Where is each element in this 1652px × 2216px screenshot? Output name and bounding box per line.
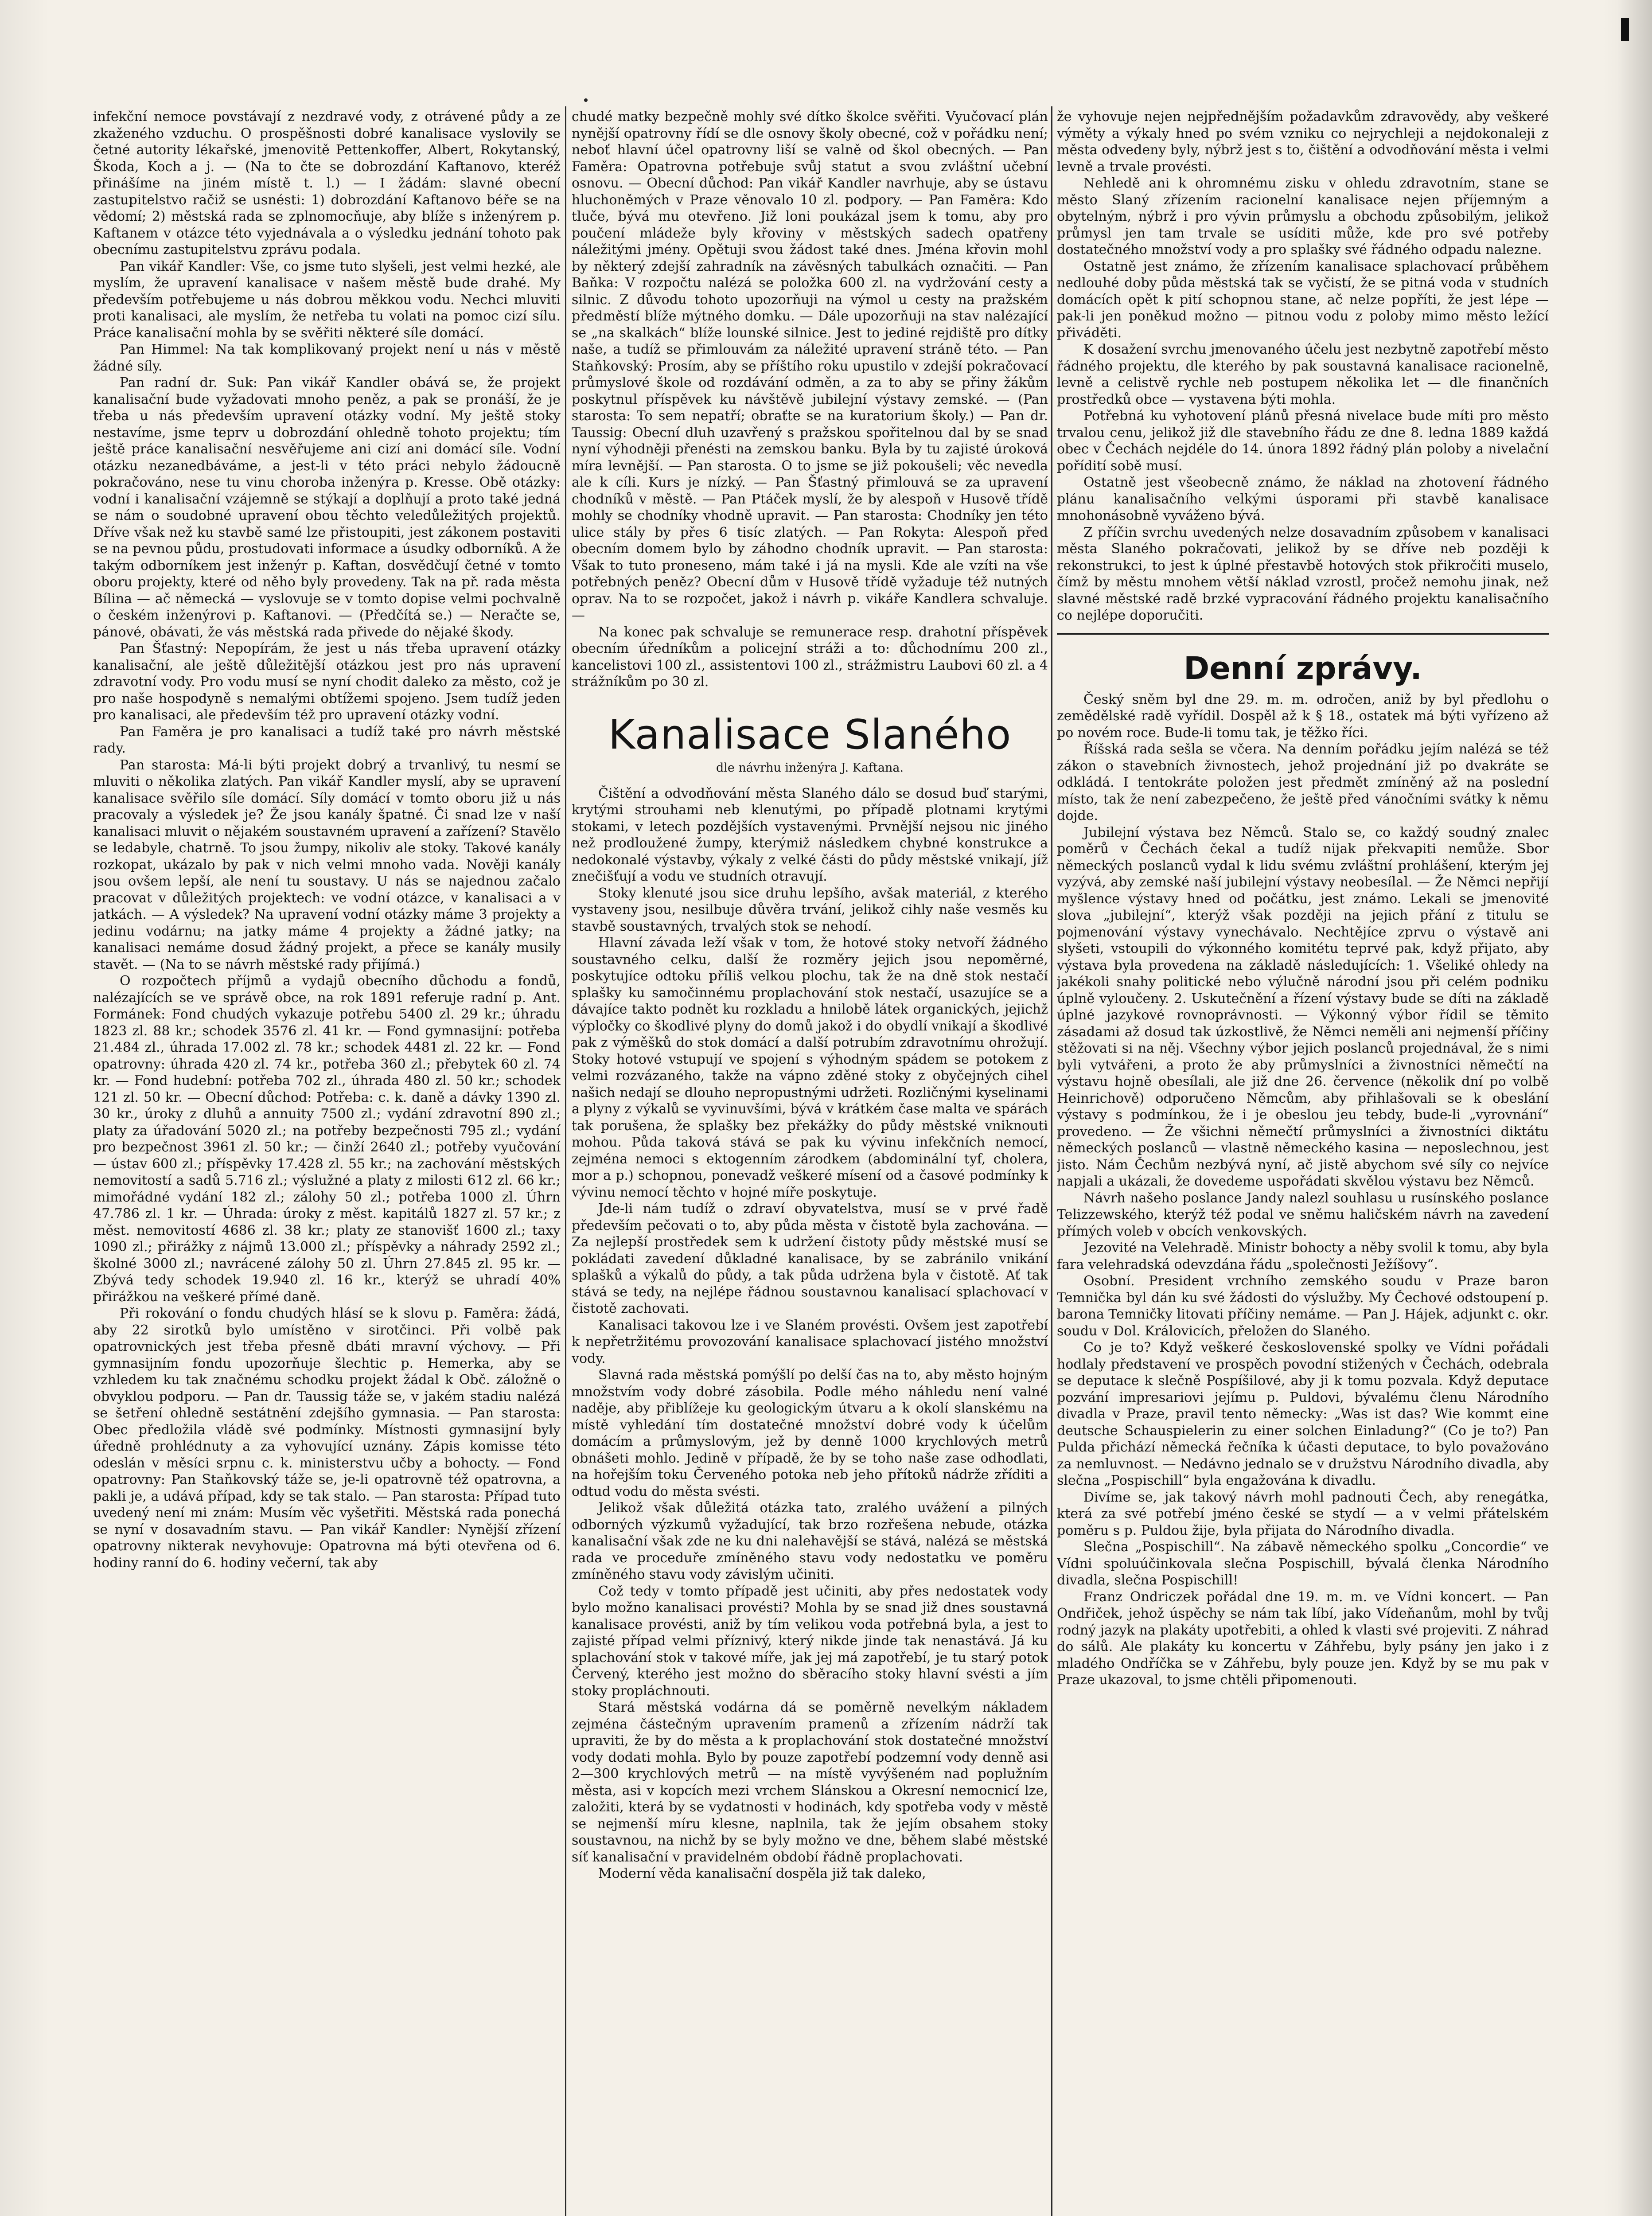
paragraph: K dosažení svrchu jmenovaného účelu jest nezbytně zapotřebí město řádného projektu, dle kterého by pak soustavná kanalisace racionelně, levně a celistvě rychle neb postupem několika let — dle finančních prostředků obce — vystavena býti mohla. [1057,342,1549,407]
ink-dot [584,98,588,102]
paragraph: Slečna „Pospischill“. Na zábavě německého spolku „Concordie“ ve Vídni spoluúčinkovala slečna Pospischill, bývalá členka Národního divadla, slečna Pospischill! [1057,1539,1549,1588]
column-2 [572,109,1048,2216]
paragraph: Pan Faměra je pro kanalisaci a tudíž také pro návrh městské rady. [93,724,561,756]
paragraph: Pan Šťastný: Nepopírám, že jest u nás třeba upravení otázky kanalisační, ale ještě důležitější otázkou jest pro nás upravení zdravotní vody. Pro vodu musí se nyní chodit daleko za město, což je pro naše hospodyně s nemalými obtížemi spojeno. Jsem tudíž jeden pro kanalisaci, ale především též pro upravení otázky vodní. [93,641,561,723]
paragraph: Při rokování o fondu chudých hlásí se k slovu p. Faměra: žádá, aby 22 sirotků bylo umístěno v sirotčinci. Při volbě pak opatrovnických jest třeba přesně dbáti mravní výchovy. — Při gymnasijním fondu upozorňuje šlechtic p. Hemerka, aby se vzhledem ku tak značnému schodku projekt žádal k Obč. záložně o obvyklou podporu. — Pan dr. Taussig táže se, v jakém stadiu nalézá se šetření ohledně sestátnění zdejšího gymnasia. — Pan starosta: Obec předložila vládě své podmínky. Místnosti gymnasijní byly úředně prohlédnuty a za vyhovující uznány. Zápis komisse této odeslán v měsíci srpnu c. k. ministerstvu učby a bohocty. — Fond opatrovny: Pan Staňkovský táže se, je-li opatrovně též opatrovna, a pakli je, a udává případ, kdy se tak stalo. — Pan starosta: Případ tuto uvedený není mi znám: Musím věc vyšetřiti. Městská rada ponechá se nyní v dosavadním stavu. — Pan vikář Kandler: Nynější zřízení opatrovny nikterak nevyhovuje: Opatrovna má býti otevřena od 6. hodiny ranní do 6. hodiny večerní, tak aby [93,1306,561,1571]
paragraph: Čištění a odvodňování města Slaného dálo se dosud buď starými, krytými strouhami neb klenutými, po případě plotnami krytými stokami, v letech pozdějších vystavenými. Prvnější nejsou nic jiného než prodloužené žumpy, kterýmiž následkem chybné konstrukce a nedokonalé výstavby, výkaly z velké části do půdy městské vnikají, jíž znečišťují a vodu ve studních otravují. [572,785,1048,884]
paragraph: že vyhovuje nejen nejpřednějším požadavkům zdravovědy, aby veškeré výměty a výkaly hned po svém vzniku co nejrychleji a nejdokonaleji z města odvedeny byly, nýbrž jest s to, čištění a odvodňování města i velmi levně a trvale provésti. [1057,109,1549,175]
paragraph: Moderní věda kanalisační dospěla již tak daleko, [598,1866,926,1881]
column-1 [93,109,561,2216]
paragraph: Pan radní dr. Suk: Pan vikář Kandler obává se, že projekt kanalisační bude vyžadovati mnoho peněz, a pak se pronáší, že je třeba u nás především upravení otázky vodní. My ještě stoky nestavíme, jsme teprv u dobrozdání ohledně tohoto projektu; tím ještě práce kanalisační nesvěřujeme ani cizí ani domácí síle. Vodní otázku nezanedbáváme, a jest-li v této práci nebylo žádoucně pokračováno, nese tu vinu choroba inženýra p. Kresse. Obě otázky: vodní i kanalisační vzájemně se stýkají a doplňují a proto také jedná se nám o soudobné upravení obou těchto veledůležitých projektů. Dříve však než ku stavbě samé lze přistoupiti, jest zákonem postaviti se na pevnou půdu, prostudovati informace a úsudky odborníků. A že takým odborníkem jest inženýr p. Kaftan, dosvědčují četné v tomto oboru projekty, které od něho byly provedeny. Tak na př. rada města Bílina — ač německá — vyslovuje se v tomto dopise velmi pochvalně o českém inženýrovi p. Kaftanovi. — (Předčítá se.) — Neračte se, pánové, obávati, že vás městská rada přivede do nějaké škody. [93,375,561,640]
paragraph: Co je to? Když veškeré československé spolky ve Vídni pořádali hodlaly představení ve prospěch povodní stižených v Čechách, odebrala se deputace k slečně Pospíšilové, aby ji k tomu pozvala. Když deputace pozvání impresariovi jejímu p. Puldovi, bývalému členu Národního divadla v Praze, pravil tento německy: „Was ist das? Wie kommt eine deutsche Schauspielerin zu einer solchen Einladung?“ (Co je to?) Pan Pulda přichází německá řečníka k účasti deputace, to bylo považováno za nemluvnost. — Nedávno jednalo se v družstvu Národního divadla, aby slečna „Pospischill“ byla engažována k divadlu. [1057,1340,1549,1488]
column-divider-2 [1051,106,1052,2216]
paragraph: Divíme se, jak takový návrh mohl padnouti Čech, aby renegátka, která za své potřebí jméno české se stydí — a v velmi přátelském poměru s p. Puldou žije, byla přijata do Národního divadla. [1057,1489,1549,1538]
paragraph: Nehledě ani k ohromnému zisku v ohledu zdravotním, stane se město Slaný zřízením racionelní kanalisace nejen příjemným a obytelným, nýbrž i pro vývin průmyslu a obchodu způsobilým, jelikož průmysl jen tam trvale se usíditi může, kde pro své potřeby dostatečného množství vody a pro splašky své řádného odpadu nalezne. [1057,176,1549,257]
column-3 [1057,109,1549,2216]
paragraph: chudé matky bezpečně mohly své dítko školce svěřiti. Vyučovací plán nynější opatrovny řídí se dle osnovy školy obecné, což v pořádku není; neboť hlavní účel opatrovny liší se valně od škol obecných. — Pan Faměra: Opatrovna potřebuje svůj statut a svou zvláštní učební osnovu. — Obecní důchod: Pan vikář Kandler navrhuje, aby se ústavu hluchoněmých v Praze věnovalo 10 zl. podpory. — Pan Faměra: Kdo tluče, bývá mu otevřeno. Již loni poukázal jsem k tomu, aby pro poučení mládeže byly křoviny v městských sadech opatřeny náležitými jmény. Opětuji svou žádost také dnes. Jména křovin mohl by některý zdejší zahradník na závěsných tabulkách označiti. — Pan Baňka: V rozpočtu nalézá se položka 600 zl. na vydržování cesty a silnic. Z důvodu tohoto upozorňuji na výmol u cesty na pražském předměstí blíže mýtného domku. — Dále upozorňuji na stav nalézající se „na skalkách“ blíže lounské silnice. Jest to jediné rejdiště pro dítky naše, a tudíž se přimlouvám za náležité upravení stráně této. — Pan Staňkovský: Prosím, aby se příštího roku upustilo v zdejší pokračovací průmyslové škole od rozdávání odměn, a za to aby se přiny žákům poskytnul příspěvek ku návštěvě jubilejní výstavy zemské. — (Pan starosta: To sem nepatří; obraťte se na kuratorium školy.) — Pan dr. Taussig: Obecní dluh uzavřený s pražskou spořitelnou dal by se snad nyní výhodněji přenésti na zemskou banku. Byla by tu zajisté úroková míra levnější. — Pan starosta. O to jsme se již pokoušeli; věc nevedla ale k cíli. Kurs je nízký. — Pan Šťastný přimlouvá se za upravení chodníků v městě. — Pan Ptáček myslí, že by alespoň v Husově třídě mohly se chodníky vhodně upravit. — Pan starosta: Chodníky jen této ulice stály by přes 6 tisíc zlatých. — Pan Rokyta: Alespoň před obecním domem bylo by záhodno chodník upravit. — Pan starosta: Však to tuto proneseno, mám také i já na mysli. Kde ale vzíti na vše potřebných peněz? Obecní dům v Husově třídě vyžaduje též nutných oprav. Na to se rozpočet, jakož i návrh p. vikáře Kandlera schvaluje. — [572,109,1048,623]
paragraph: Ostatně jest známo, že zřízením kanalisace splachovací průběhem nedlouhé doby půda městská tak se vyčistí, že se pitná voda v studních domácích opět k pití schopnou stane, ač nelze popříti, že jest lépe — pak-li jen poněkud možno — pitnou vodu z poloby mimo město ležící přiváděti. [1057,258,1549,341]
paragraph: Stoky klenuté jsou sice druhu lepšího, avšak materiál, z kterého vystaveny jsou, nesilbuje důvěra trvání, jelikož cihly naše vesměs ku stavbě soustavných, trvalých stok se nehodí. [572,885,1048,934]
paragraph: Pan starosta: Má-li býti projekt dobrý a trvanlivý, tu nesmí se mluviti o několika zlatých. Pan vikář Kandler myslí, aby se upravení kanalisace svěřilo síle domácí. Síly domácí v tomto oboru již u nás pracovaly a výsledek je? Že jsou kanály špatné. Či snad lze v naší kanalisaci mluvit o nějakém soustavném upravení a zařízení? Stavělo se ledabyle, chatrně. To jsou žumpy, nikoliv ale stoky. Takové kanály rozkopat, ukázalo by pak v nich velmi mnoho vada. Nověji kanály jsou ovšem lepší, ale není tu soustavy. U nás se najednou začalo pracovat v důležitých projektech: ve vodní otázce, v kanalisaci a v jatkách. — A výsledek? Na upravení vodní otázky máme 3 projekty a jedinu vodárnu; na jatky máme 4 projekty a žádné jatky; na kanalisaci nemáme dosud žádný projekt, a přece se kanály musily stavět. — (Na to se návrh městské rady přijímá.) [93,757,561,972]
page-edge-shadow [1617,0,1652,2216]
section-heading: Denní zprávy. [1184,650,1422,687]
paragraph: Pan Himmel: Na tak komplikovaný projekt není u nás v městě žádné síly. [93,342,561,374]
paragraph: O rozpočtech příjmů a vydajů obecního důchodu a fondů, nalézajících se ve správě obce, na rok 1891 referuje radní p. Ant. Formánek: Fond chudých vykazuje potřebu 5400 zl. 29 kr.; úhradu 1823 zl. 88 kr.; schodek 3576 zl. 41 kr. — Fond gymnasijní: potřeba 21.484 zl., úhrada 17.002 zl. 78 kr.; schodek 4481 zl. 22 kr. — Fond opatrovny: úhrada 420 zl. 74 kr., potřeba 360 zl.; přebytek 60 zl. 74 kr. — Fond hudební: potřeba 702 zl., úhrada 480 zl. 50 kr.; schodek 121 zl. 50 kr. — Obecní důchod: Potřeba: c. k. daně a dávky 1390 zl. 30 kr., úroky z dluhů a annuity 7500 zl.; vydání zdravotní 890 zl.; platy za úřadování 5020 zl.; na potřeby bezpečnosti 795 zl.; vydání pro bezpečnost 3961 zl. 50 kr.; — činží 2640 zl.; potřeby vyučování — ústav 600 zl.; příspěvky 17.428 zl. 55 kr.; na zachování městských nemovitostí a sadů 5.716 zl.; výslužné a platy z milosti 612 zl. 66 kr.; mimořádné vydání 182 zl.; zálohy 50 zl.; potřeba 1000 zl. Úhrn 47.786 zl. 1 kr. — Úhrada: úroky z měst. kapitálů 1827 zl. 57 kr.; z měst. nemovitostí 4686 zl. 38 kr.; platy ze stanovišť 1600 zl.; taxy 1090 zl.; přirážky z nájmů 13.000 zl.; příspěvky a náhrady 2592 zl.; školné 3000 zl.; navrácené zálohy 50 zl. Úhrn 27.845 zl. 95 kr. — Zbývá tedy schodek 19.940 zl. 16 kr., kterýž se uhradí 40% přirážkou na veškeré přímé daně. [93,973,561,1305]
article-headline: Kanalisace Slaného [608,710,1012,758]
paragraph: Franz Ondriczek pořádal dne 19. m. m. ve Vídni koncert. — Pan Ondřiček, jehož úspěchy se nám tak líbí, jako Vídeňanům, mohl by tvůj rodný jazyk na plakáty upotřebiti, a ohled k vlasti své projeviti. Z náhrad do sálů. Ale plakáty ku koncertu v Záhřebu, byly psány jen jako i z mladého Ondříčka se v Záhřebu, byly pouze jen. Když by se mu pak v Praze ukazoval, to jsme chtěli připomenouti. [1057,1589,1549,1688]
paragraph: Stará městská vodárna dá se poměrně nevelkým nákladem zejména částečným upravením pramenů a zřízením nádrží tak upraviti, že by do města a k proplachování stok dostatečné množství vody dodati mohla. Bylo by pouze zapotřebí podzemní vody denně asi 2—300 krychlových metrů — na místě vyvýšeném nad poplužním města, asi v kopcích mezi vrchem Slánskou a Okresní nemocnicí lze, založiti, která by se vydatnosti v hodinách, kdy spotřeba vody v městě se nejmenší míru klesne, naplnila, tak že jejím obsahem stoky soustavnou, na nichž by se byly možno ve dne, během slabé městské síť kanalisační v pravidelném období řádně proplachovati. [572,1700,1048,1865]
paragraph: Slavná rada městská pomýšlí po delší čas na to, aby město hojným množstvím vody dobré zásobila. Podle mého náhledu není valné naděje, aby přiblížeje ku geologickým útvaru a k okolí slanskému na místě vyhledání tím dostatečné množství dobré vody k účelům domácím a průmyslovým, jež by denně 1000 krychlových metrů obnášeti mohlo. Jedině v případě, že by se toho naše zase odhodlati, na hořejším toku Červeného potoka neb jeho přítoků nádrže zříditi a odtud vodu do města svésti. [572,1367,1048,1499]
paragraph: Jde-li nám tudíž o zdraví obyvatelstva, musí se v prvé řadě především pečovati o to, aby půda města v čistotě byla zachována. — Za nejlepší prostředek sem k udržení čistoty půdy městské musí se pokládati zavedení důkladné kanalisace, by se zabránilo vnikání splašků a výkalů do půdy, a tak půda udržena byla v čistotě. Ať tak stává se tedy, na nejlépe řádnou soustavnou kanalisací splachovací v čistotě zachovati. [572,1201,1048,1316]
paragraph: Jubilejní výstava bez Němců. Stalo se, co každý soudný znalec poměrů v Čechách čekal a tudíž nijak překvapiti nemůže. Sbor německých poslanců vydal k lidu svému zvláštní prohlášení, kterým jej vyzývá, aby zemské naší jubilejní výstavy neobesílal. — Že Němci nepřijí myšlence výstavy hned od počátku, jest známo. Lekali se jmenovité slova „jubilejní“, kterýž však později na jejich přání z titulu se pojmenování výstavy vynechávalo. Nechtějíce zprvu o výstavě ani slyšeti, vstoupili do výkonného komitétu teprvé pak, když přijato, aby výstava byla provedena na základě následujících: 1. Všeliké ohledy na jakékoli snahy politické nebo výlučně národní jsou při celém podniku úplně vyloučeny. 2. Uskutečnění a řízení výstavy bude se díti na základě úplné jazykové rovnoprávnosti. — Výkonný výbor řídil se těmito zásadami až dosud tak úzkostlivě, že Němci neměli ani nejmenší příčiny stěžovati si na něj. Všechny výbor jejich poslanců projednával, že s nimi byli vytvářeni, a proto že aby průmyslníci a živnostníci němečtí na výstavu hojně obesílali, ale již dne 26. července (několik dní po volbě Heinrichově) odporučeno Němcům, aby přihlašovali se k obeslání výstavy s podmínkou, že i je obeslou jeu tebdy, bude-li „vyrovnání“ provedeno. — Že všichni němečtí průmyslníci a živnostníci diktátu německých poslanců — vlastně německého kasina — neposlechnou, jest jisto. Nám Čechům nezbývá nyní, ač jistě abychom své síly co nejvíce napjali a ukázali, že dovedeme uspořádati skvělou výstavu bez Němců. [1057,824,1549,1189]
paragraph: Pan vikář Kandler: Vše, co jsme tuto slyšeli, jest velmi hezké, ale myslím, že upravení kanalisace v našem městě bude drahé. My především potřebujeme u nás dobrou měkkou vodu. Nechci mluviti proti kanalisaci, ale myslím, že netřeba tu volati na pomoc cizí sílu. Práce kanalisační mohla by se svěřiti některé síle domácí. [93,258,561,341]
corner-mark [1621,18,1629,41]
paragraph: Jezovité na Velehradě. Ministr bohocty a něby svolil k tomu, aby byla fara velehradská odevzdána řádu „společnosti Ježíšovy“. [1057,1240,1549,1272]
paragraph: Návrh našeho poslance Jandy nalezl souhlasu u rusínského poslance Telizzewského, kterýž též podal ve sněmu haličském návrh na zavedení přímých voleb v obcích venkovských. [1057,1190,1549,1239]
article-byline: dle návrhu inženýra J. Kaftana. [716,761,904,775]
section-rule [1057,633,1549,635]
paragraph: Kanalisaci takovou lze i ve Slaném provésti. Ovšem jest zapotřebí k nepřetržitému provozování kanalisace splachovací jistého množství vody. [572,1317,1048,1366]
paragraph: Ostatně jest všeobecně známo, že náklad na zhotovení řádného plánu kanalisačního velkými úsporami při stavbě kanalisace mnohonásobně vyváženo bývá. [1057,475,1549,523]
paragraph: Na konec pak schvaluje se remunerace resp. drahotní příspěvek obecním úředníkům a policejní stráži a to: důchodnímu 200 zl., kancelistovi 100 zl., assistentovi 100 zl., strážmistru Laubovi 60 zl. a 4 strážníkům po 30 zl. [572,624,1048,690]
paragraph: Potřebná ku vyhotovení plánů přesná nivelace bude míti pro město trvalou cenu, jelikož již dle stavebního řádu ze dne 8. ledna 1889 každá obec v Čechách nejdéle do 14. února 1892 řádný plán poloby a nivelační pořídití sobě musí. [1057,408,1549,474]
paragraph: Což tedy v tomto případě jest učiniti, aby přes nedostatek vody bylo možno kanalisaci provésti? Mohla by se snad již dnes soustavná kanalisace provésti, aniž by tím velikou voda potřebná byla, a jest to zajisté případ velmi příznivý, který nikde jinde tak nenastává. Já ku splachování stok v takové míře, jak jej má zapotřebí, je tu starý potok Červený, kterého jest možno do sběracího stoky hlavní svésti a jím stoky propláchnouti. [572,1583,1048,1699]
paragraph: Osobní. President vrchního zemského soudu v Praze baron Temnička byl dán ku své žádosti do výslužby. My Čechové odstoupení p. barona Temničky litovati příčiny nemáme. — Pan J. Hájek, adjunkt c. okr. soudu v Dol. Královicích, přeložen do Slaného. [1057,1273,1549,1339]
paragraph: Z příčin svrchu uvedených nelze dosavadním způsobem v kanalisaci města Slaného pokračovati, jelikož by se dříve neb později k rekonstrukci, to jest k úplné přestavbě hotových stok přikročiti muselo, čímž by městu mnohem větší náklad vzrostl, pročež nemohu jinak, než slavné městské radě brzké vypracování řádného projektu kanalisačního co nejlépe doporučiti. [1057,524,1549,623]
paragraph: Hlavní závada leží však v tom, že hotové stoky netvoří žádného soustavného celku, další že rozměry jejich jsou nepoměrné, poskytujíce odtoku příliš velkou plochu, tak že na dně stok nestačí splašky ku samočinnému proplachování stok nestačí, usazujíce se a dávajíce takto podnět ku rozkladu a hnilobě látek organických, jejichž výpločky co škodlivé plyny do domů jakož i do obydlí vnikají a škodlivé pak z výměšků do stok domácí a další potrubím zdravotnímu ohrožují. Stoky hotové vstupují ve spojení s výhodným spádem se potokem z velmi rozvázaného, takže na vápno zděné stoky z obyčejných cihel našich nedají se dlouho nepropustnými udržeti. Rozličnými kyselinami a plyny z výkalů se vyvinuvšími, bývá v krátkém čase malta ve spárách tak porušena, že splašky bez překážky do půdy městské vniknouti mohou. Půda taková stává se pak ku vývinu infekčních nemocí, zejména nemoci s ektogenním zárodkem (abdominální tyf, cholera, mor a p.) schopnou, ponevadž veškeré mísení od a časové podmínky k vývinu nemocí těchto v hojné míře poskytuje. [572,935,1048,1200]
paragraph: Říšská rada sešla se včera. Na denním pořádku jejím nalézá se též zákon o stavebních živnostech, jehož projednání již po dvakráte se odkládá. I tentokráte položen jest předmět zmíněný až na poslední místo, tak že není zabezpečeno, že ještě před vánočními svátky k němu dojde. [1057,741,1549,823]
paragraph: infekční nemoce povstávají z nezdravé vody, z otrávené půdy a ze zkaženého vzduchu. O prospěšnosti dobré kanalisace vyslovily se četné autority lékařské, jmenovitě Pettenkoffer, Albert, Rokytanský, Škoda, Koch a j. — (Na to čte se dobrozdání Kaftanovo, kteréž přinášíme na jiném místě t. l.) — I žádám: slavné obecní zastupitelstvo račiž se usnésti: 1) dobrozdání Kaftanovo béře se na vědomí; 2) městská rada se zplnomocňuje, aby blíže s inženýrem p. Kaftanem v otázce této vyjednávala a o výsledku jednání tohoto pak obecnímu zastupitelstvu zprávu podala. [93,109,561,257]
paragraph: Český sněm byl dne 29. m. m. odročen, aniž by byl předlohu o zemědělské radě vyřídil. Dospěl až k § 18., ostatek má býti vyřízeno až po novém roce. Bude-li tomu tak, je těžko říci. [1057,691,1549,741]
paragraph: Jelikož však důležitá otázka tato, zralého uvážení a pilných odborných výzkumů vyžadující, tak brzo rozřešena nebude, otázka kanalisační však zde ne ku dni nalehavější se stává, nalézá se městská rada ve proceduře zmíněného stavu vody nedostatku ve poměru zmíněného stavu vody závislým učiniti. [572,1500,1048,1582]
column-divider-1 [565,106,566,2216]
